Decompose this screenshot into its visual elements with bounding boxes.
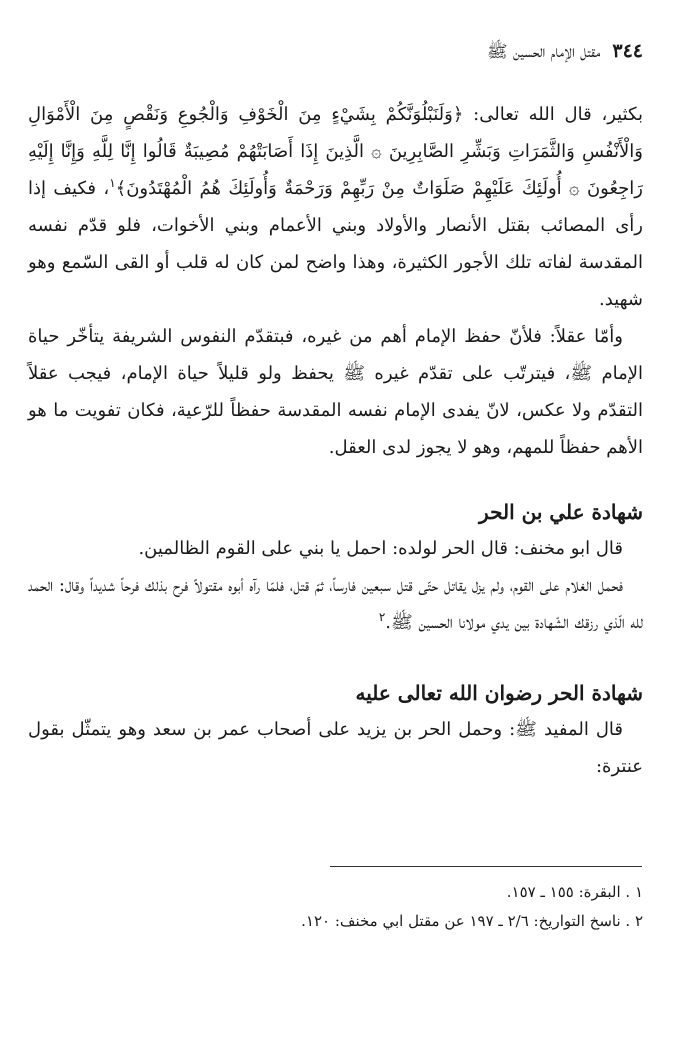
body-text bbox=[28, 96, 643, 785]
book-title: مقتل الإمام الحسين ﷺ bbox=[487, 42, 601, 62]
footnote-1: ١ . البقرة: ١٥٥ ـ ١٥٧. bbox=[506, 883, 643, 901]
quran-verse-text: بكثير، قال الله تعالى: ﴿وَلَنَبْلُوَنَّكُمْ بِشَيْءٍ مِنَ الْخَوْفِ وَالْجُوعِ وَنَقْصٍ مِنَ الْأَمْوَالِ وَالْأَنْفُسِ وَالثَّمَرَاتِ وَبَشِّرِ الصَّابِرِينَ ۞ الَّذِينَ إِذَا أَصَابَتْهُمْ مُصِيبَةٌ قَالُوا إِنَّا لِلَّهِ وَإِنَّا إِلَيْهِ رَاجِعُونَ ۞ أُولَئِكَ عَلَيْهِمْ صَلَوَاتٌ مِنْ رَبِّهِمْ وَرَحْمَةٌ وَأُولَئِكَ هُمُ الْمُهْتَدُونَ﴾ bbox=[28, 104, 643, 199]
section1-line1: قال ابو مخنف: قال الحر لولده: احمل يا بني على القوم الظالمين. bbox=[138, 538, 623, 559]
section2-line1: قال المفيد ﷺ: وحمل الحر بن يزيد على أصحاب عمر بن سعد وهو يتمثّل بقول عنترة: bbox=[28, 719, 643, 777]
page-number: ٣٤٤ bbox=[612, 40, 643, 62]
footnote-divider bbox=[330, 866, 642, 867]
section1-line2: فحمل الغلام على القوم، ولم يزل يقاتل حتّى قتل سبعين فارساً، ثمّ قتل، فلمّا رآه أبوه مقتولاً فرح بذلك فرحاً شديداً وقال: الحمد لله الّذي رزقك الشّهادة بين يدي مولانا الحسين ﷺ. bbox=[28, 575, 643, 633]
paragraph-quran-verse bbox=[28, 96, 643, 318]
footnote-ref-2: ٢ bbox=[378, 610, 386, 624]
section-heading-al-hurr: شهادة الحر رضوان الله تعالى عليه bbox=[355, 681, 643, 705]
paragraph-reasoning: وأمّا عقلاً: فلأنّ حفظ الإمام أهم من غيره، فبتقدّم النفوس الشريفة يتأخّر حياة الإمام ﷺ، فيترتّب على تقدّم غيره ﷺ يحفظ ولو قليلاً حياة الإمام، فيجب عقلاً التقدّم ولا عكس، لانّ يفدى الإمام نفسه المقدسة حفظاً للرّعية، فكان تفويت ما هو الأهم حفظاً للمهم، وهو لا يجوز لدى العقل. bbox=[28, 326, 643, 458]
footnotes bbox=[200, 878, 643, 936]
footnote-ref-1: ١ bbox=[109, 176, 116, 190]
footnote-2: ٢ . ناسخ التواريخ: ٢/٦ ـ ١٩٧ عن مقتل ابي مخنف: ١٢٠. bbox=[301, 912, 643, 930]
section1-paragraph bbox=[28, 567, 643, 641]
document-page bbox=[28, 40, 643, 785]
paragraph-continuation: ، فكيف إذا رأى المصائب بقتل الأنصار والأولاد وبني الأعمام وبني الأخوات، فلو قدّم نفسه المقدسة لفاته تلك الأجور الكثيرة، وهذا واضح لمن كان له قلب أو القى السّمع وهو شهيد. bbox=[28, 178, 643, 310]
section-heading-ali-bin-hurr: شهادة علي بن الحر bbox=[479, 500, 643, 524]
running-header bbox=[28, 40, 643, 76]
